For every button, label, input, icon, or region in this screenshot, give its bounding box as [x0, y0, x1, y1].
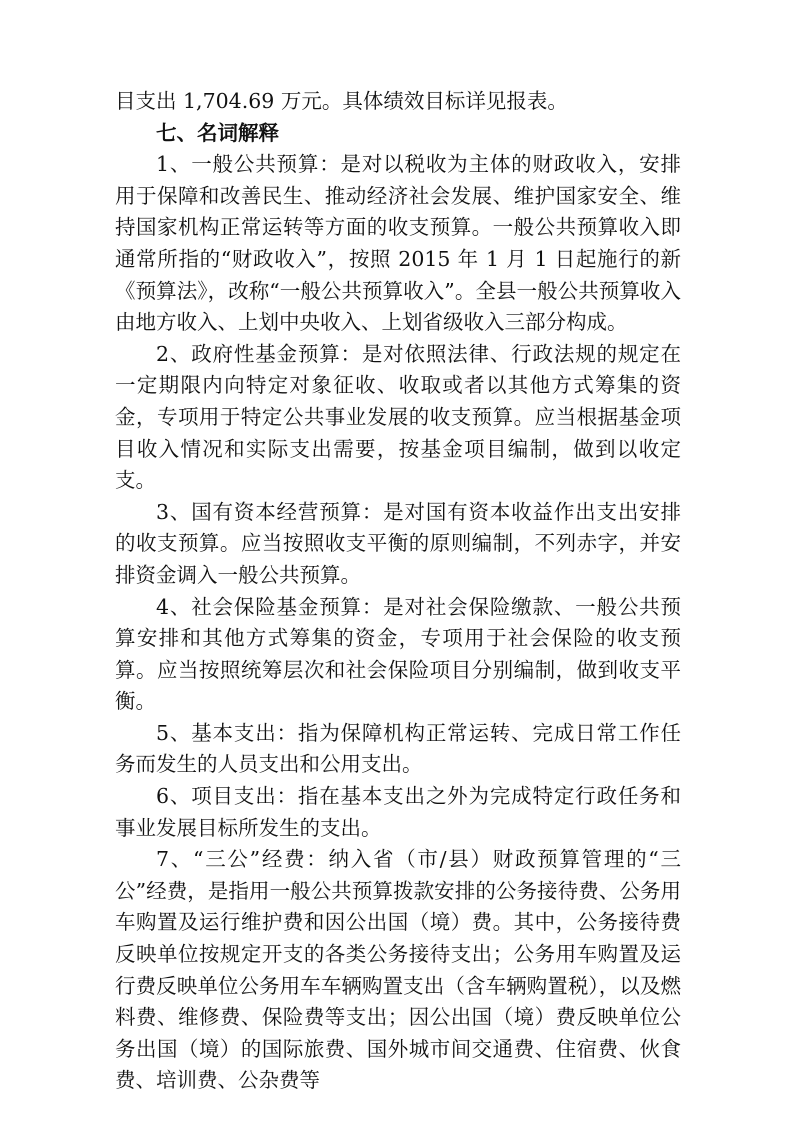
- continuation-paragraph: 目支出 1,704.69 万元。具体绩效目标详见报表。: [115, 89, 568, 113]
- definition-item-7: 7、“三公”经费：纳入省（市/县）财政预算管理的“三公”经费，是指用一般公共预算拨款安排的公务接待费、公务用车购置及运行维护费和因公出国（境）费。其中，公务接待费反映单位按规定开支的各类公务接待支出；公务用车购置及运行费反映单位公务用车车辆购置支出（含车辆购置税），以及燃料费、维修费、保险费等支出；因公出国（境）费反映单位公务出国（境）的国际旅费、国外城市间交通费、住宿费、伙食费、培训费、公杂费等: [115, 847, 681, 1093]
- document-body: [115, 86, 681, 1097]
- definition-item-5: 5、基本支出：指为保障机构正常运转、完成日常工作任务而发生的人员支出和公用支出。: [115, 720, 681, 777]
- definition-item-4: 4、社会保险基金预算：是对社会保险缴款、一般公共预算安排和其他方式筹集的资金，专项用于社会保险的收支预算。应当按照统筹层次和社会保险项目分别编制，做到收支平衡。: [115, 594, 681, 714]
- section-heading: 七、名词解释: [156, 120, 279, 145]
- definition-item-3: 3、国有资本经营预算：是对国有资本收益作出支出安排的收支预算。应当按照收支平衡的原则编制，不列赤字，并安排资金调入一般公共预算。: [115, 499, 681, 587]
- definition-item-6: 6、项目支出：指在基本支出之外为完成特定行政任务和事业发展目标所发生的支出。: [115, 784, 681, 840]
- definition-item-2: 2、政府性基金预算：是对依照法律、行政法规的规定在一定期限内向特定对象征收、收取或者以其他方式筹集的资金，专项用于特定公共事业发展的收支预算。应当根据基金项目收入情况和实际支出需要，按基金项目编制，做到以收定支。: [115, 341, 681, 493]
- definition-item-1: 1、一般公共预算：是对以税收为主体的财政收入，安排用于保障和改善民生、推动经济社会发展、维护国家安全、维持国家机构正常运转等方面的收支预算。一般公共预算收入即通常所指的“财政收入”，按照 2015 年 1 月 1 日起施行的新《预算法》，改称“一般公共预算收入”。全县一般公共预算收入由地方收入、上划中央收入、上划省级收入三部分构成。: [115, 152, 681, 335]
